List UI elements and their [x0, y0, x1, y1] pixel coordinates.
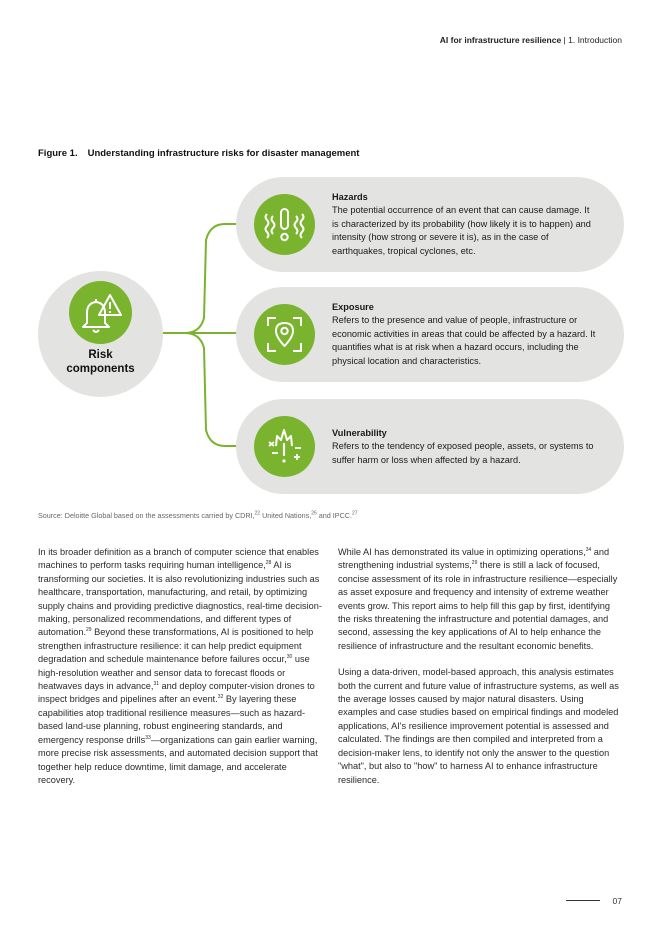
hazards-card — [236, 177, 624, 272]
left-ref-29: 29 — [86, 627, 92, 634]
right-text-2: and strengthening industrial systems, — [338, 547, 610, 571]
risk-label — [38, 348, 163, 376]
header-separator: | — [561, 35, 569, 45]
left-ref-33: 33 — [145, 734, 151, 741]
left-text-7: —organizations can gain earlier warning, more precise risk assessments, and automated decision support that together help reduce downtime, limit damage, and accelerate recovery. — [38, 734, 318, 785]
vulnerability-text — [332, 427, 598, 467]
risk-components-node — [38, 271, 163, 397]
page-number: 07 — [612, 896, 622, 906]
vulnerability-card — [236, 399, 624, 494]
figure-number: Figure 1. — [38, 148, 78, 159]
figure-source — [38, 511, 358, 520]
source-text-3: and IPCC. — [316, 511, 352, 520]
figure-caption: Understanding infrastructure risks for disaster management — [87, 148, 360, 159]
left-text-5: and deploy computer-vision drones to inspect bridges and pipelines after an event. — [38, 681, 315, 705]
left-text-1: In its broader definition as a branch of computer science that enables machines to perform tasks requiring human intelligence, — [38, 547, 319, 571]
header-section: 1. Introduction — [568, 35, 622, 45]
left-ref-32: 32 — [217, 694, 224, 701]
vulnerability-description: Refers to the tendency of exposed people, assets, or systems to suffer harm or loss when affected by a hazard. — [332, 441, 594, 465]
exposure-description: Refers to the presence and value of people, infrastructure or economic activities in areas that could be affected by a hazard. It quantifies what is at risk when a hazard occurs, including the physical location and characteristics. — [332, 315, 596, 366]
left-text-2: AI is transforming our societies. It is also revolutionizing industries such as healthcare, transportation, manufacturing, and retail, by optimizing supply chains and providing predictive diagnostics, real-time decision-making, personalized recommendations, and different types of automation. — [38, 560, 322, 638]
hazard-wave-icon — [254, 194, 315, 255]
location-target-icon — [254, 304, 315, 365]
exposure-text — [332, 301, 598, 368]
right-paragraph-1 — [338, 546, 624, 653]
left-text-3: Beyond these transformations, AI is positioned to help strengthen infrastructure resilience: it can help predict equipment degradation and schedule maintenance before failures occur, — [38, 627, 314, 665]
source-text-2: United Nations, — [260, 511, 312, 520]
risk-label-line1: Risk — [88, 349, 113, 361]
left-ref-28: 28 — [265, 560, 272, 567]
burst-alert-icon — [254, 416, 315, 477]
source-text-1: Source: Deloitte Global based on the assessments carried by CDRI, — [38, 511, 255, 520]
exposure-title: Exposure — [332, 302, 374, 312]
body-right-column — [338, 546, 624, 800]
right-text-1: While AI has demonstrated its value in optimizing operations, — [338, 547, 586, 557]
source-ref-1: 22 — [254, 510, 261, 517]
hazards-text — [332, 191, 598, 258]
vulnerability-title: Vulnerability — [332, 428, 387, 438]
right-ref-34: 34 — [585, 546, 592, 553]
left-paragraph — [38, 546, 324, 787]
left-text-6: By layering these capabilities atop traditional resilience measures—such as hazard-based land-use planning, robust engineering standards, and emergency response drills — [38, 694, 306, 745]
risk-label-line2: components — [66, 363, 135, 375]
right-ref-29: 29 — [471, 560, 478, 567]
alert-bell-icon — [69, 281, 132, 344]
source-ref-2: 26 — [311, 510, 317, 517]
exposure-card — [236, 287, 624, 382]
right-text-3: there is still a lack of focused, concise assessment of its role in infrastructure resilience—especially as asset exposure and frequency and intensity of extreme weather events grow. This report aims to help fill this gap by first, identifying the risks threatening the infrastructure and potential damages, and second, assessing the key applications of AI to help enhance the resilience of infrastructure and the resultant economic benefits. — [338, 560, 618, 651]
hazards-description: The potential occurrence of an event that can cause damage. It is characterized by its probability (how likely it is to happen) and intensity (how strong or severe it is), as in the case of earthquakes, tropical cyclones, etc. — [332, 205, 591, 256]
source-ref-3: 27 — [351, 510, 358, 517]
right-paragraph-2: Using a data-driven, model-based approach, this analysis estimates both the current and future value of infrastructure systems, as well as the average losses caused by major natural disasters. Using examples and case studies based on empirical findings and modeled applications, AI's resilience improvement potential is assessed and calculated. The findings are then compiled and interpreted from a decision-maker lens, to identify not only the answer to the question "what", but also to "how" to harness AI to enhance infrastructure resilience. — [338, 667, 619, 785]
footer-rule — [566, 900, 600, 901]
header-title: AI for infrastructure resilience — [439, 35, 562, 45]
left-ref-30: 30 — [286, 654, 293, 661]
left-ref-31: 31 — [153, 681, 159, 687]
left-text-4: use high-resolution weather and sensor data to forecast floods or heatwaves days in advance, — [38, 654, 310, 692]
body-left-column — [38, 546, 324, 800]
hazards-title: Hazards — [332, 192, 368, 202]
